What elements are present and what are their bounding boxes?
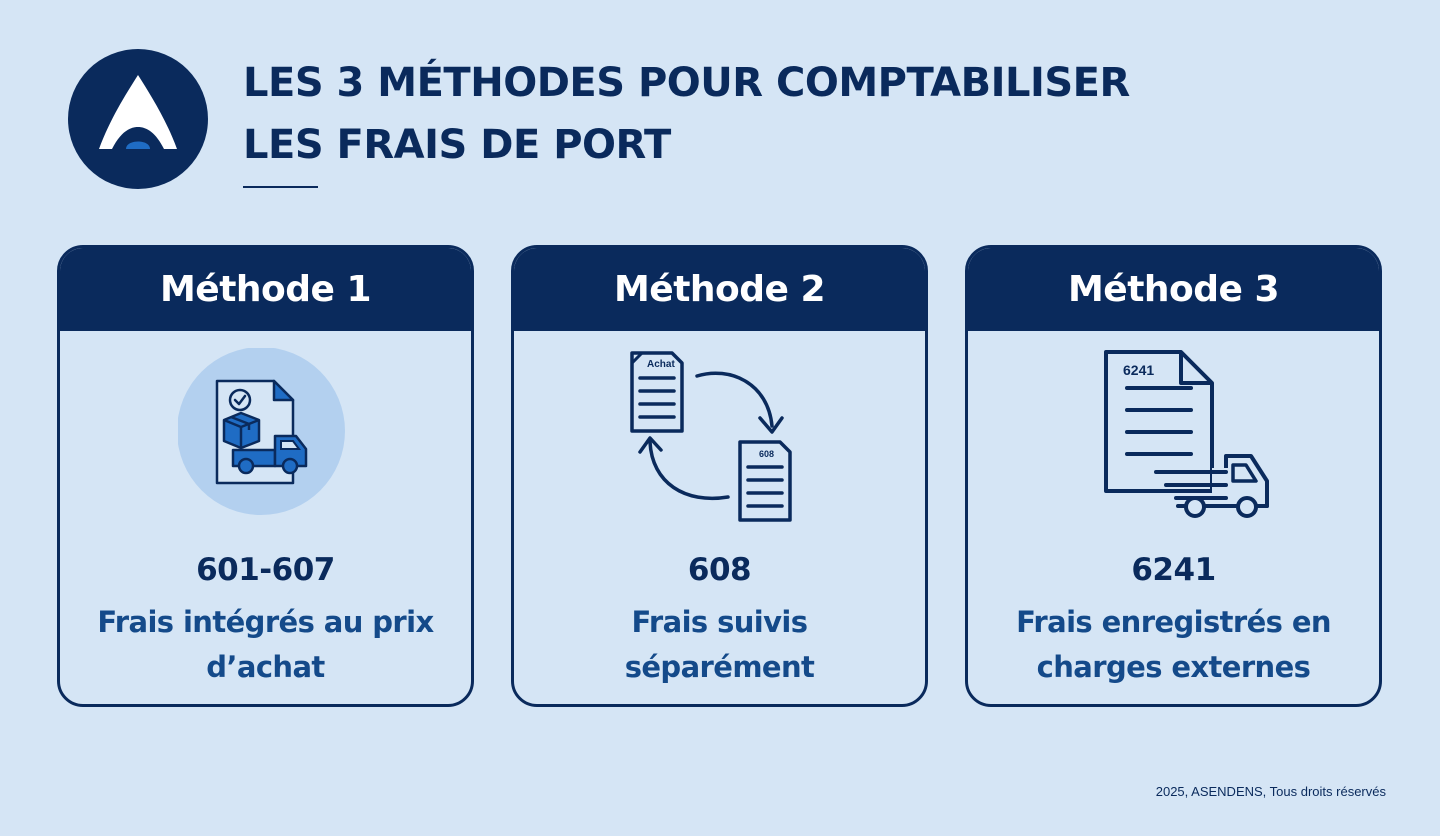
- method-card-2-description: Frais suivis séparément: [624, 605, 815, 684]
- title-divider: [243, 186, 318, 188]
- method-card-1-code: 601-607: [196, 552, 335, 588]
- doc-label-608: 608: [758, 449, 774, 459]
- method-card-1-title: Méthode 1: [60, 248, 471, 331]
- method-card-3-description: Frais enregistrés en charges externes: [1016, 605, 1331, 684]
- method-card-2-title: Méthode 2: [514, 248, 925, 331]
- documents-exchange-icon: [600, 348, 840, 523]
- title-line-2: LES FRAIS DE PORT: [243, 122, 671, 168]
- document-delivery-truck-icon: [1074, 348, 1274, 523]
- doc-label-6241: 6241: [1122, 362, 1154, 378]
- method-card-2: [511, 245, 928, 707]
- doc-label-achat: Achat: [646, 359, 675, 370]
- method-card-2-code: 608: [687, 552, 752, 588]
- method-card-1-description: Frais intégrés au prix d’achat: [97, 605, 434, 684]
- method-card-3: [965, 245, 1382, 707]
- method-card-3-title: Méthode 3: [968, 248, 1379, 331]
- title-line-1: LES 3 MÉTHODES POUR COMPTABILISER: [243, 60, 1130, 106]
- method-card-3-code: 6241: [1131, 552, 1216, 588]
- asendens-logo-icon: [68, 49, 208, 189]
- copyright-text: 2025, ASENDENS, Tous droits réservés: [1155, 784, 1386, 799]
- document-box-truck-icon: [178, 348, 353, 523]
- method-card-1: [57, 245, 474, 707]
- page-title: [243, 52, 1130, 176]
